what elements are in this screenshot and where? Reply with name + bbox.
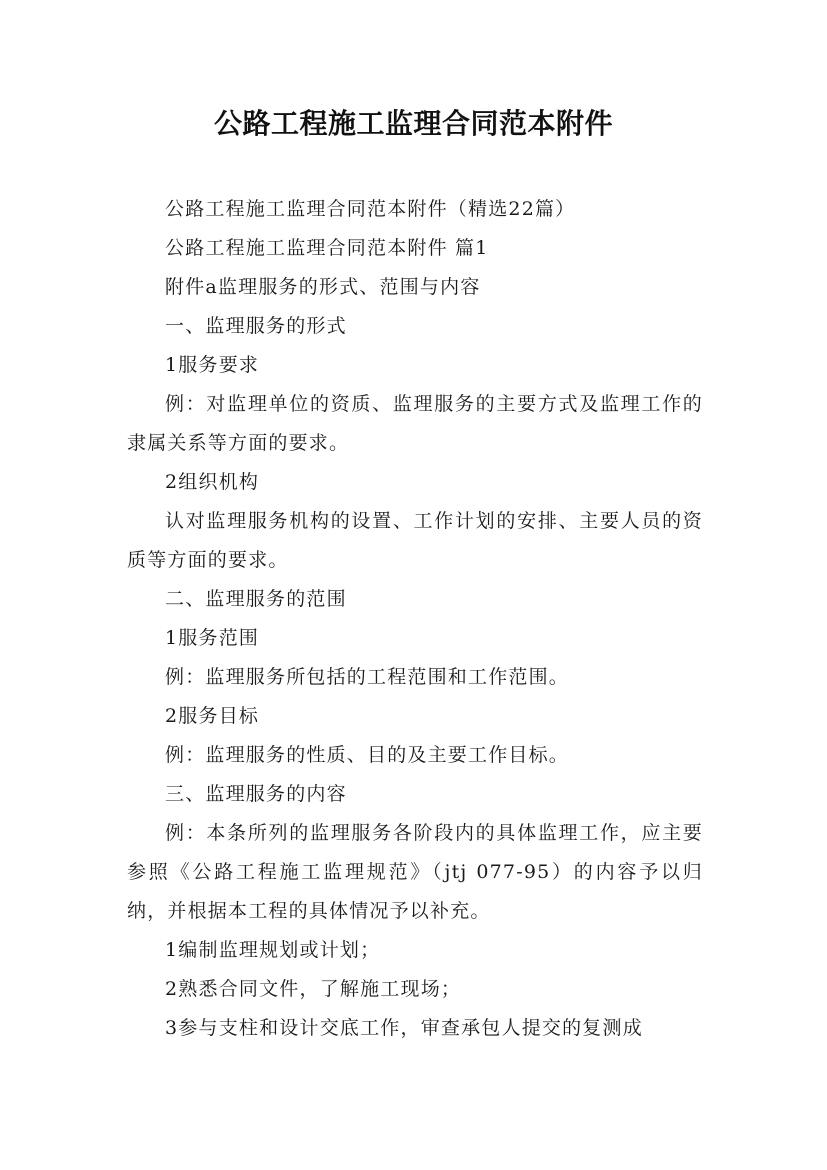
subsection-heading: 1服务要求 xyxy=(165,354,260,376)
section-heading: 二、监理服务的范围 xyxy=(165,588,347,610)
paragraph: 例：对监理单位的资质、监理服务的主要方式及监理工作的隶属关系等方面的要求。 xyxy=(127,393,703,454)
paragraph: 公路工程施工监理合同范本附件 篇1 xyxy=(165,237,489,259)
paragraph: 例：本条所列的监理服务各阶段内的具体监理工作，应主要参照《公路工程施工监理规范》（jtj 077-95）的内容予以归纳，并根据本工程的具体情况予以补充。 xyxy=(127,822,703,922)
paragraph: 附件a监理服务的形式、范围与内容 xyxy=(165,276,481,298)
section-heading: 一、监理服务的形式 xyxy=(165,315,347,337)
list-item: 2熟悉合同文件，了解施工现场； xyxy=(165,978,462,1000)
subsection-heading: 2服务目标 xyxy=(165,705,260,727)
paragraph: 例：监理服务的性质、目的及主要工作目标。 xyxy=(165,744,570,766)
document-body xyxy=(127,190,703,1048)
document-title: 公路工程施工监理合同范本附件 xyxy=(213,107,613,140)
subsection-heading: 2组织机构 xyxy=(165,471,260,493)
paragraph: 公路工程施工监理合同范本附件（精选22篇） xyxy=(165,198,576,220)
section-heading: 三、监理服务的内容 xyxy=(165,783,347,805)
subsection-heading: 1服务范围 xyxy=(165,627,260,649)
list-item: 1编制监理规划或计划； xyxy=(165,939,381,961)
paragraph: 例：监理服务所包括的工程范围和工作范围。 xyxy=(165,666,570,688)
paragraph: 认对监理服务机构的设置、工作计划的安排、主要人员的资质等方面的要求。 xyxy=(127,510,703,571)
list-item: 3参与支柱和设计交底工作，审查承包人提交的复测成 xyxy=(165,1017,643,1039)
